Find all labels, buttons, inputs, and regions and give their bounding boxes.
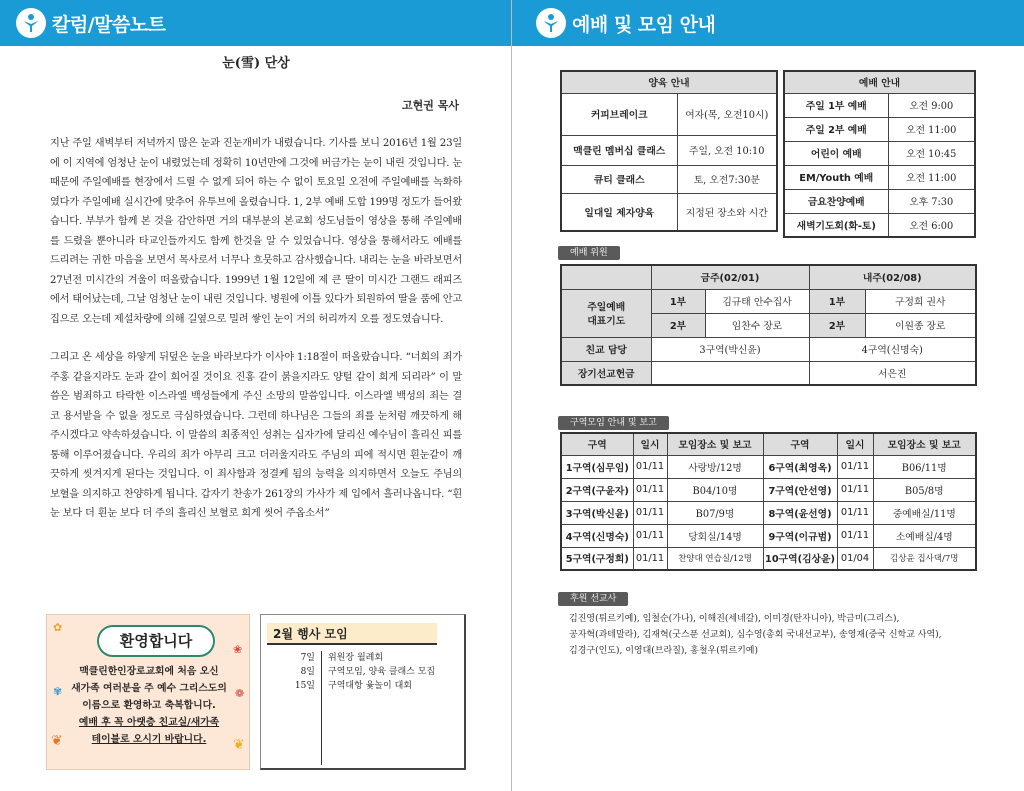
district-name: 7구역(안선영) <box>763 478 837 501</box>
worship-name: EM/Youth 예배 <box>784 165 888 189</box>
district-report: 소예배실/4명 <box>873 524 976 547</box>
column-title: 눈(雪) 단상 <box>222 56 290 71</box>
event-item <box>267 665 461 679</box>
district-name: 4구역(신명숙) <box>561 524 633 547</box>
event-day: 7일 <box>267 651 322 665</box>
next-week-prayer: 구정희 권사 <box>865 289 976 313</box>
nurture-name: 큐티 클래스 <box>561 165 677 193</box>
worship-time: 오전 11:00 <box>888 165 975 189</box>
flower-icon: ❁ <box>235 687 245 700</box>
district-section-label: 구역모임 안내 및 보고 <box>558 416 669 430</box>
district-col-header: 모임장소 및 보고 <box>667 433 763 455</box>
this-week-header: 금주(02/01) <box>651 265 809 289</box>
left-header-bar <box>0 0 511 46</box>
district-col-header: 일시 <box>837 433 873 455</box>
district-report: 김상윤 집사댁/7명 <box>873 547 976 570</box>
mission-offering-next-week: 서은진 <box>809 361 976 385</box>
rep-prayer-label-line: 대표기도 <box>587 316 626 327</box>
district-name: 6구역(최영옥) <box>763 455 837 478</box>
welcome-line: 맥클린한인장로교회에 처음 오신 <box>79 666 219 677</box>
district-col-header: 일시 <box>633 433 667 455</box>
district-name: 8구역(윤선영) <box>763 501 837 524</box>
district-date: 01/11 <box>837 524 873 547</box>
district-date: 01/11 <box>837 455 873 478</box>
service-label: 1부 <box>651 289 705 313</box>
nurture-name: 커피브레이크 <box>561 93 677 135</box>
welcome-line: 새가족 여러분을 주 예수 그리스도의 <box>71 683 227 694</box>
nurture-name: 맥클린 멤버십 클래스 <box>561 135 677 165</box>
missionary-line: 김진영(튀르키예), 임철순(가나), 이해진(세네갈), 이미경(탄자니아), 박금미(그리스), <box>569 614 900 624</box>
district-name: 2구역(구윤자) <box>561 478 633 501</box>
nurture-info: 여자(목, 오전10시) <box>677 93 777 135</box>
column-author: 고현권 목사 <box>402 99 459 112</box>
right-header-title: 예배 및 모임 안내 <box>572 13 716 36</box>
district-date: 01/11 <box>633 547 667 570</box>
district-name: 3구역(박신윤) <box>561 501 633 524</box>
right-header-bar <box>512 0 1024 46</box>
left-header-title: 칼럼/말씀노트 <box>52 13 166 36</box>
next-week-header: 내주(02/08) <box>809 265 976 289</box>
nurture-table <box>560 70 778 232</box>
service-label: 2부 <box>809 313 865 337</box>
missionary-line: 김경구(인도), 이영대(브라질), 홍철우(튀르키예) <box>569 646 759 656</box>
district-date: 01/11 <box>837 501 873 524</box>
district-table <box>560 432 977 571</box>
district-report: B05/8명 <box>873 478 976 501</box>
mission-offering-label: 장기선교헌금 <box>561 361 651 385</box>
district-col-header: 모임장소 및 보고 <box>873 433 976 455</box>
welcome-line: 예배 후 꼭 아랫층 친교실/새가족 <box>78 717 220 728</box>
flower-icon: ✾ <box>53 685 63 698</box>
prayer-corner <box>561 265 651 289</box>
table-row <box>561 478 976 501</box>
mission-offering-this-week <box>651 361 809 385</box>
event-item <box>267 679 461 693</box>
event-name: 구역모임, 양육 클래스 모집 <box>328 667 436 677</box>
worship-name: 금요찬양예배 <box>784 189 888 213</box>
rep-prayer-label <box>561 289 651 337</box>
district-report: 중예배실/11명 <box>873 501 976 524</box>
tulip-icon: ❦ <box>51 733 63 749</box>
column-paragraph: 지난 주일 새벽부터 저녁까지 많은 눈과 진눈개비가 내렸습니다. 기사를 보니 2016년 1월 23일에 이 지역에 엄청난 눈이 내렸었는데 정확히 10년만에 그것에 버금가는 눈이 내린 것입니다. 눈때문에 주일예배를 현장에서 드릴 수 없게 되어 하는 수 없이 토요일 오전에 주일예배를 녹화하였다가 주일예배 실시간에 맞추어 유투브에 올렸습니다. 1, 2부 예배 도합 199명 정도가 들어왔습니다. 부부가 함께 본 것을 감안하면 거의 대부분의 본교회 성도님들이 영상을 통해 주일예배를 드렸을 뿐아니라 타교인들까지도 함께 한것을 알 수 있었습니다. 영상을 통해서라도 예배를 드리려는 귀한 마음을 보면서 목사로서 너무나 흐뭇하고 감사했습니다. 내리는 눈을 바라보면서 27년전 미시간의 겨울이 떠올랐습니다. 1999년 1월 12일에 제 큰 딸이 미시간 그랜드 래피즈에서 태어났는데, 그날 엄청난 눈이 내린 것입니다. 병원에 이틀 있다가 퇴원하여 딸을 품에 안고 집으로 오는데 제설차량에 의해 길옆으로 밀려 쌓인 눈이 거의 허리까지 오를 정도였습니다. <box>50 138 462 325</box>
district-name: 10구역(김상윤) <box>763 547 837 570</box>
event-day: 15일 <box>267 679 322 693</box>
nurture-info: 주일, 오전 10:10 <box>677 135 777 165</box>
table-row <box>561 547 976 570</box>
district-report: 사랑방/12명 <box>667 455 763 478</box>
table-row <box>561 524 976 547</box>
event-item <box>267 651 461 665</box>
this-week-prayer: 임찬수 장로 <box>705 313 809 337</box>
church-logo-icon <box>16 8 46 38</box>
district-name: 9구역(이규범) <box>763 524 837 547</box>
welcome-card <box>46 614 250 770</box>
prayer-table <box>560 264 977 386</box>
worship-time: 오후 7:30 <box>888 189 975 213</box>
district-date: 01/11 <box>633 455 667 478</box>
event-name: 구역대항 윷놀이 대회 <box>328 681 412 691</box>
table-row <box>561 501 976 524</box>
worship-name: 주일 2부 예배 <box>784 117 888 141</box>
district-name: 5구역(구정희) <box>561 547 633 570</box>
district-name: 1구역(심무임) <box>561 455 633 478</box>
district-report: B07/9명 <box>667 501 763 524</box>
district-col-header: 구역 <box>561 433 633 455</box>
flower-icon: ❀ <box>233 643 243 656</box>
column-body <box>50 134 462 543</box>
district-date: 01/04 <box>837 547 873 570</box>
service-label: 1부 <box>809 289 865 313</box>
worship-time: 오전 9:00 <box>888 93 975 117</box>
missionary-line: 공자혁(과테말라), 김재혁(굿스푼 선교회), 심수영(총회 국내선교부), 송영재(중국 신학교 사역), <box>569 630 942 640</box>
nurture-header: 양육 안내 <box>561 71 777 93</box>
district-report: B04/10명 <box>667 478 763 501</box>
welcome-line: 이름으로 환영하고 축복합니다. <box>82 700 216 711</box>
district-report: 당회실/14명 <box>667 524 763 547</box>
rep-prayer-label-line: 주일예배 <box>587 302 626 313</box>
nurture-info: 토, 오전7:30분 <box>677 165 777 193</box>
welcome-title: 환영합니다 <box>97 625 215 657</box>
worship-time: 오전 11:00 <box>888 117 975 141</box>
fellowship-next-week: 4구역(신명숙) <box>809 337 976 361</box>
district-date: 01/11 <box>633 524 667 547</box>
welcome-message <box>51 663 247 748</box>
prayer-section-label: 예배 위원 <box>558 246 620 260</box>
district-report: B06/11명 <box>873 455 976 478</box>
next-week-prayer: 이원종 장로 <box>865 313 976 337</box>
events-list <box>267 651 461 765</box>
district-report: 찬양대 연습실/12명 <box>667 547 763 570</box>
column-paragraph: 그리고 온 세상을 하얗게 뒤덮은 눈을 바라보다가 이사야 1:18절이 떠올랐습니다. “너희의 죄가 주홍 같을지라도 눈과 같이 희어질 것이요 진홍 같이 붉을지라도 양털 같이 희게 되리라” 이 말씀은 범죄하고 타락한 이스라엘 백성들에게 주신 소망의 말씀입니다. 이스라엘 백성의 죄는 결코 용서받을 수 없을 정도로 극심하였습니다. 그런데 하나님은 그들의 죄를 눈처럼 깨끗하게 해주시겠다고 약속하셨습니다. 이 말씀의 최종적인 성취는 십자가에 달리신 예수님이 흘리신 피를 통해 이루어졌습니다. 우리의 죄가 아무리 크고 더러울지라도 주님의 피에 적시면 흰눈같이 깨끗하게 씻겨지게 된다는 것입니다. 이 죄사함과 정결케 됨의 능력을 의지하면서 오늘도 주님의 보혈을 의지하고 찬양하게 됩니다. 갑자기 찬송가 261장의 가사가 제 입에서 흘러나옵니다. “흰눈 보다 더 흰눈 보다 더 주의 흘리신 보혈로 희게 씻어 주옵소서” <box>50 352 462 519</box>
event-name: 위원장 월례회 <box>328 653 384 663</box>
worship-header: 예배 안내 <box>784 71 975 93</box>
tulip-icon: ❦ <box>233 737 245 753</box>
worship-name: 어린이 예배 <box>784 141 888 165</box>
district-col-header: 구역 <box>763 433 837 455</box>
events-divider <box>267 693 322 765</box>
fellowship-this-week: 3구역(박신윤) <box>651 337 809 361</box>
missionary-section-label: 후원 선교사 <box>558 592 628 606</box>
worship-name: 주일 1부 예배 <box>784 93 888 117</box>
nurture-info: 지정된 장소와 시간 <box>677 193 777 231</box>
events-title: 2월 행사 모임 <box>267 623 437 645</box>
event-day: 8일 <box>267 665 322 679</box>
missionary-list <box>569 611 979 659</box>
district-date: 01/11 <box>633 501 667 524</box>
worship-time: 오전 10:45 <box>888 141 975 165</box>
district-date: 01/11 <box>633 478 667 501</box>
flower-icon: ✿ <box>53 621 63 634</box>
fellowship-label: 친교 담당 <box>561 337 651 361</box>
worship-name: 새벽기도회(화-토) <box>784 213 888 237</box>
welcome-line: 테이블로 오시기 바랍니다. <box>91 734 207 745</box>
february-events-card <box>260 614 466 770</box>
table-row <box>561 455 976 478</box>
this-week-prayer: 김규태 안수집사 <box>705 289 809 313</box>
worship-time: 오전 6:00 <box>888 213 975 237</box>
worship-table <box>783 70 976 238</box>
district-date: 01/11 <box>837 478 873 501</box>
service-label: 2부 <box>651 313 705 337</box>
church-logo-icon <box>536 8 566 38</box>
nurture-name: 일대일 제자양육 <box>561 193 677 231</box>
